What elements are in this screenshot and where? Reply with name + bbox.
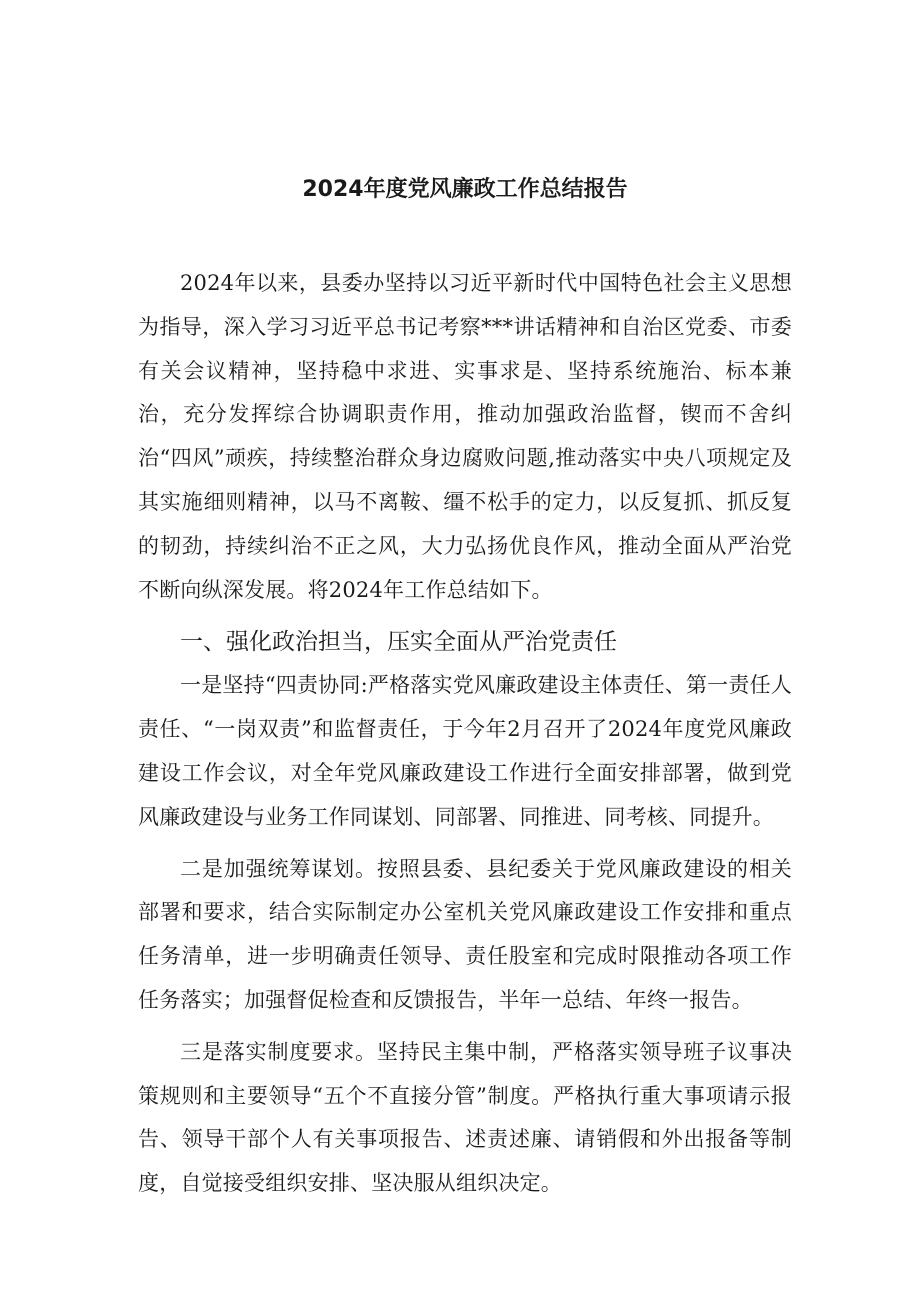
document-title: 2024年度党风廉政工作总结报告 <box>302 177 628 202</box>
section-paragraph-2: 二是加强统筹谋划。按照县委、县纪委关于党风廉政建设的相关部署和要求，结合实际制定办公室机关党风廉政建设工作安排和重点任务清单，进一步明确责任领导、责任股室和完成时限推动各项工作任务落实；加强督促检查和反馈报告，半年一总结、年终一报告。 <box>138 856 792 1012</box>
section-paragraph-3: 三是落实制度要求。坚持民主集中制，严格落实领导班子议事决策规则和主要领导“五个不直接分管”制度。严格执行重大事项请示报告、领导干部个人有关事项报告、述责述廉、请销假和外出报备等制度，自觉接受组织安排、坚决服从组织决定。 <box>138 1039 792 1196</box>
intro-paragraph: 2024年以来，县委办坚持以习近平新时代中国特色社会主义思想为指导，深入学习习近平总书记考察***讲话精神和自治区党委、市委有关会议精神，坚持稳中求进、实事求是、坚持系统施治、标本兼治，充分发挥综合协调职责作用，推动加强政治监督，锲而不舍纠治“四风”顽疾，持续整治群众身边腐败问题,推动落实中央八项规定及其实施细则精神，以马不离鞍、缰不松手的定力，以反复抓、抓反复的韧劲，持续纠治不正之风，大力弘扬优良作风，推动全面从严治党不断向纵深发展。将2024年工作总结如下。 <box>138 271 792 602</box>
section-heading: 一、强化政治担当，压实全面从严治党责任 <box>180 629 617 656</box>
document-body <box>138 262 792 1206</box>
section-paragraph-1: 一是坚持“四责协同:严格落实党风廉政建设主体责任、第一责任人责任、“一岗双责”和监督责任，于今年2月召开了2024年度党风廉政建设工作会议，对全年党风廉政建设工作进行全面安排部署，做到党风廉政建设与业务工作同谋划、同部署、同推进、同考核、同提升。 <box>138 673 792 829</box>
